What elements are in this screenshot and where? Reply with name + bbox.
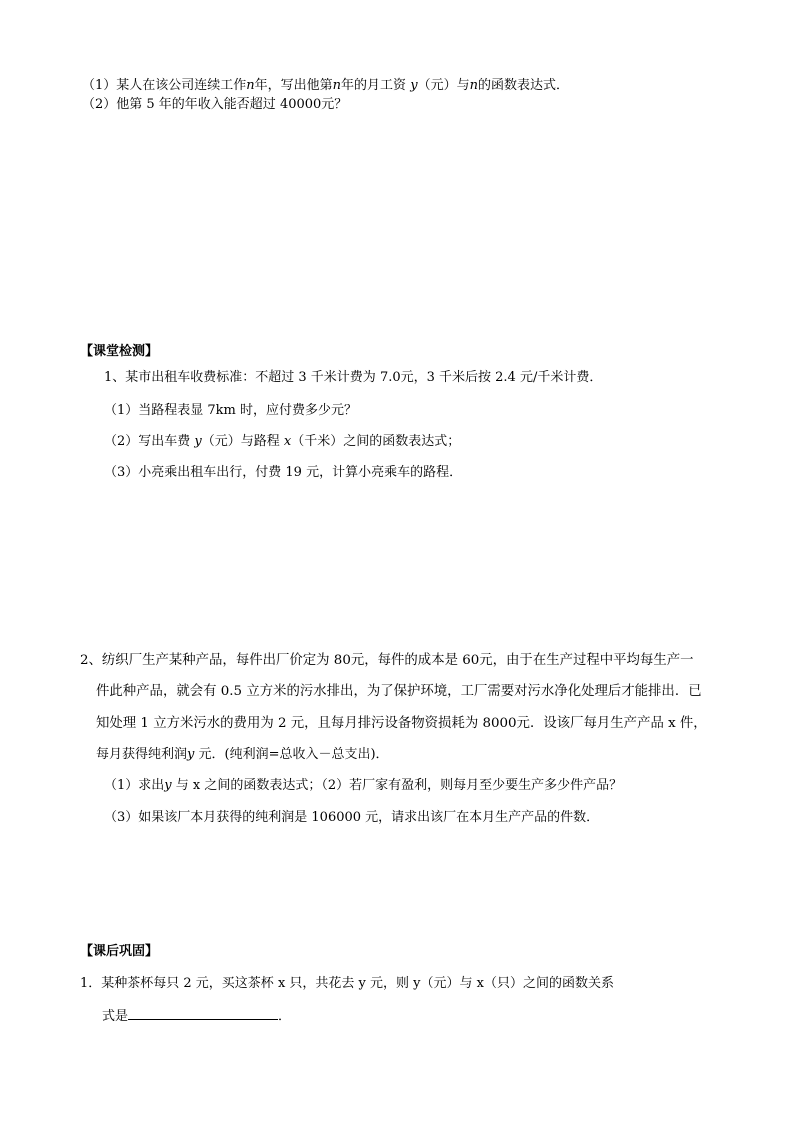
problem-2-line-2: 件此种产品，就会有 0.5 立方米的污水排出，为了保护环境，工厂需要对污水净化处理后才能排出．已 (96, 684, 702, 699)
q1-var-y: y (410, 78, 418, 93)
p1q2-text-a: （2）写出车费 (104, 434, 195, 449)
p2l4-text-a: 每月获得纯利润 (96, 747, 188, 762)
h1l2-text-b: ． (278, 1009, 292, 1024)
q1-text-b: 年，写出他第 (254, 78, 333, 93)
problem-1-title: 1、某市出租车收费标准：不超过 3 千米计费为 7.0元，3 千米后按 2.4 元/千米计费． (104, 370, 603, 385)
answer-blank[interactable] (128, 1005, 278, 1020)
q1-text-e: 的函数表达式． (477, 78, 569, 93)
p2q12-text-a: （1）求出 (104, 778, 165, 793)
classroom-heading: 【课堂检测】 (80, 344, 159, 359)
homework-heading: 【课后巩固】 (80, 944, 159, 959)
homework-1-line-1: 1．某种茶杯每只 2 元，买这茶杯 x 只，共花去 y 元，则 y（元）与 x（只）之间的函数关系 (80, 976, 614, 991)
p2q12-text-b: 与 x 之间的函数表达式；（2）若厂家有盈利，则每月至少要生产多少件产品？ (171, 778, 623, 793)
problem-2-line-3: 知处理 1 立方米污水的费用为 2 元，且每月排污设备物资损耗为 8000元．设该厂每月生产产品 x 件， (96, 716, 707, 731)
p2l4-var-y: y (187, 747, 195, 762)
p2l4-text-b: 元．(纯利润=总收入－总支出)． (194, 747, 389, 762)
p1q2-text-b: （元）与路程 (201, 434, 284, 449)
problem-2-line-4 (96, 746, 389, 764)
q1-var-n2: n (332, 78, 342, 93)
p1q2-var-y: y (194, 434, 202, 449)
q1-var-n3: n (469, 78, 478, 93)
p1q2-text-c: （千米）之间的函数表达式； (291, 434, 461, 449)
q1-text-d: （元）与 (417, 78, 470, 93)
intro-question-1 (82, 77, 569, 95)
problem-2-question-3: （3）如果该厂本月获得的纯利润是 106000 元，请求出该厂在本月生产产品的件数． (104, 810, 600, 825)
problem-1-question-3: （3）小亮乘出租车出行，付费 19 元，计算小亮乘车的路程． (104, 465, 463, 480)
q1-text-a: （1）某人在该公司连续工作 (82, 78, 247, 93)
h1l2-text-a: 式是 (102, 1009, 129, 1024)
q1-text-c: 年的月工资 (341, 78, 407, 93)
problem-2-line-1: 2、纺织厂生产某种产品，每件出厂价定为 80元，每件的成本是 60元，由于在生产过程中平均每生产一 (80, 653, 694, 668)
problem-2-questions-1-2 (104, 777, 622, 795)
q1-var-n1: n (246, 78, 255, 93)
problem-1-question-1: （1）当路程表显 7km 时，应付费多少元？ (104, 403, 358, 418)
homework-1-line-2 (102, 1005, 291, 1026)
problem-1-question-2 (104, 433, 460, 451)
p2q12-var-y: y (164, 778, 172, 793)
intro-question-2: （2）他第 5 年的年收入能否超过 40000元？ (82, 97, 348, 112)
p1q2-var-x: x (283, 434, 292, 449)
